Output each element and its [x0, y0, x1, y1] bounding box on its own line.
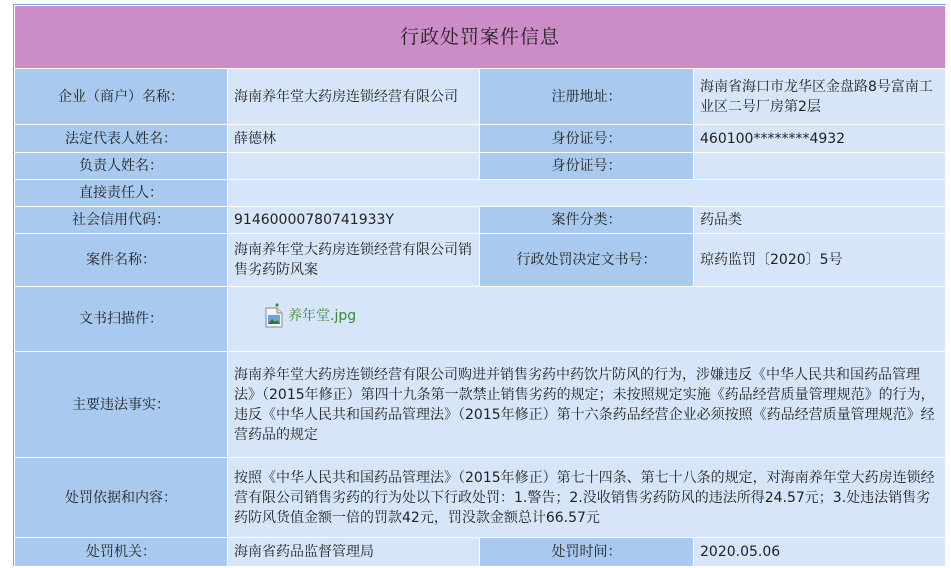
id-number-label: 身份证号：: [480, 125, 694, 153]
company-label: 企业（商户）名称：: [15, 69, 228, 125]
credit-code-value: 91460000780741933Y: [228, 207, 480, 234]
penalty-time-value: 2020.05.06: [694, 538, 946, 567]
penalty-info-panel: [13, 4, 946, 566]
company-value: 海南养年堂大药房连锁经营有限公司: [228, 69, 480, 125]
case-name-label: 案件名称：: [15, 234, 228, 287]
penalty-info-table: [14, 5, 946, 567]
legal-rep-label: 法定代表人姓名：: [15, 125, 228, 153]
page-title: 行政处罚案件信息: [15, 6, 946, 69]
address-value: 海南省海口市龙华区金盘路8号富南工业区二号厂房第2层: [694, 69, 946, 125]
penalty-basis-label: 处罚依据和内容：: [15, 458, 228, 538]
responsible-person-label: 负责人姓名：: [15, 153, 228, 180]
direct-responsible-value: [228, 180, 946, 207]
violation-facts-label: 主要违法事实：: [15, 352, 228, 458]
penalty-authority-value: 海南省药品监督管理局: [228, 538, 480, 567]
legal-rep-value: 薛德林: [228, 125, 480, 153]
penalty-authority-label: 处罚机关：: [15, 538, 228, 567]
penalty-time-label: 处罚时间：: [480, 538, 694, 567]
violation-facts-value: 海南养年堂大药房连锁经营有限公司购进并销售劣药中药饮片防风的行为，涉嫌违反《中华人民共和国药品管理法》（2015年修正）第四十九条第一款禁止销售劣药的规定；未按照规定实施《药品经营质量管理规范》的行为，违反《中华人民共和国药品管理法》（2015年修正）第十六条药品经营企业必须按照《药品经营质量管理规范》经营药品的规定: [228, 352, 946, 458]
scan-file-name: 养年堂.jpg: [288, 308, 357, 324]
responsible-person-value: [228, 153, 480, 180]
credit-code-label: 社会信用代码：: [15, 207, 228, 234]
case-category-value: 药品类: [694, 207, 946, 234]
case-name-value: 海南养年堂大药房连锁经营有限公司销售劣药防风案: [228, 234, 480, 287]
responsible-id-label: 身份证号：: [480, 153, 694, 180]
address-label: 注册地址：: [480, 69, 694, 125]
case-category-label: 案件分类：: [480, 207, 694, 234]
image-file-icon: [264, 303, 284, 329]
id-number-value: 460100********4932: [694, 125, 946, 153]
responsible-id-value: [694, 153, 946, 180]
scan-file-link[interactable]: [264, 303, 356, 329]
direct-responsible-label: 直接责任人：: [15, 180, 228, 207]
decision-number-label: 行政处罚决定文书号：: [480, 234, 694, 287]
scan-cell: [228, 287, 946, 352]
decision-number-value: 琼药监罚〔2020〕5号: [694, 234, 946, 287]
penalty-basis-value: 按照《中华人民共和国药品管理法》（2015年修正）第七十四条、第七十八条的规定，对海南养年堂大药房连锁经营有限公司销售劣药的行为处以下行政处罚：1.警告；2.没收销售劣药防风的违法所得24.57元；3.处违法销售劣药防风货值金额一倍的罚款42元，罚没款金额总计66.57元: [228, 458, 946, 538]
scan-label: 文书扫描件：: [15, 287, 228, 352]
